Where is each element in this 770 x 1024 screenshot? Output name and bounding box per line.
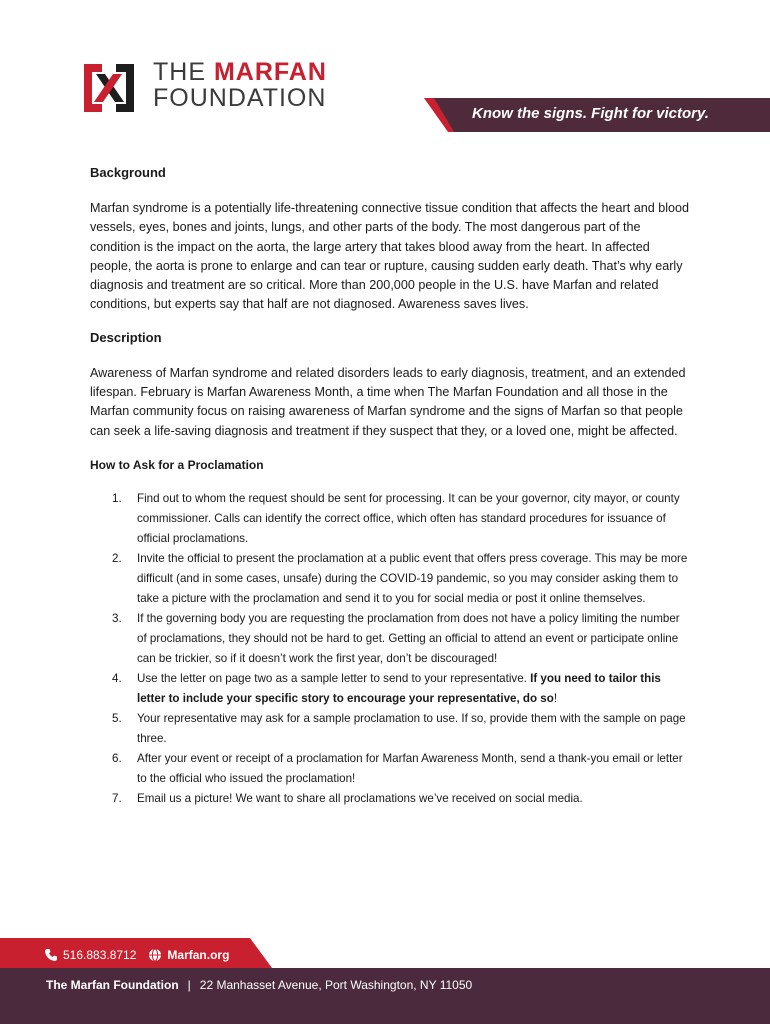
tagline-text: Know the signs. Fight for victory. xyxy=(472,105,709,122)
list-item-number: 1. xyxy=(112,491,122,505)
list-item-text: Your representative may ask for a sample proclamation to use. If so, provide them with the sample on page three. xyxy=(137,711,686,745)
list-item xyxy=(90,709,690,749)
website-link[interactable]: Marfan.org xyxy=(167,948,230,962)
list-item-number: 6. xyxy=(112,751,122,765)
proclamation-heading: How to Ask for a Proclamation xyxy=(90,457,264,472)
list-item-text: Email us a picture! We want to share all proclamations we’ve received on social media. xyxy=(137,791,583,805)
logo-the-text: THE xyxy=(153,58,206,86)
logo-marfan-text: MARFAN xyxy=(213,58,327,86)
document-body xyxy=(90,163,690,809)
globe-icon xyxy=(148,948,162,962)
list-item-text: After your event or receipt of a proclamation for Marfan Awareness Month, send a thank-you email or letter to the official who issued the proclamation! xyxy=(137,751,683,785)
list-item-text: Find out to whom the request should be sent for processing. It can be your governor, city mayor, or county commissioner. Calls can identify the correct office, which often has standard procedures for issuance of official proclamations. xyxy=(137,491,680,545)
list-item-number: 3. xyxy=(112,611,122,625)
footer-address: 22 Manhasset Avenue, Port Washington, NY 11050 xyxy=(199,978,473,992)
list-item-tail: ! xyxy=(553,691,558,705)
foundation-logo xyxy=(80,60,340,116)
footer-address-line xyxy=(46,978,472,992)
footer-contact xyxy=(44,948,229,962)
list-item-text: Invite the official to present the proclamation at a public event that offers press coverage. This may be more difficult (and in some cases, unsafe) during the COVID-19 pandemic, so you may consider asking them to take a picture with the proclamation and send it to you for social media or post it online themselves. xyxy=(137,551,688,605)
list-item xyxy=(90,549,690,609)
description-paragraph: Awareness of Marfan syndrome and related disorders leads to early diagnosis, treatment, and an extended lifespan. February is Marfan Awareness Month, a time when The Marfan Foundation and all those in the Marfan community focus on raising awareness of Marfan syndrome and the signs of Marfan so that people can seek a life-saving diagnosis and treatment if they suspect that they, or a loved one, might be affected. xyxy=(90,365,686,438)
proclamation-steps-list xyxy=(90,489,690,809)
phone-icon xyxy=(44,948,58,962)
list-item xyxy=(90,749,690,789)
list-item-number: 2. xyxy=(112,551,122,565)
description-heading: Description xyxy=(90,329,162,345)
list-item-number: 5. xyxy=(112,711,122,725)
list-item-text: Use the letter on page two as a sample letter to send to your representative. xyxy=(137,671,531,685)
list-item xyxy=(90,789,690,809)
footer-separator: | xyxy=(187,978,191,992)
background-paragraph: Marfan syndrome is a potentially life-threatening connective tissue condition that affects the heart and blood vessels, eyes, bones and joints, lungs, and other parts of the body. The most dangerous part of the condition is the impact on the aorta, the large artery that takes blood away from the heart. In affected people, the aorta is prone to enlarge and can tear or rupture, causing sudden early death. That’s why early diagnosis and treatment are so critical. More than 200,000 people in the U.S. have Marfan and related conditions, but experts say that half are not diagnosed. Awareness saves lives. xyxy=(90,201,690,312)
list-item-bold-text: If you need to tailor this letter to include your specific story to encourage your representative, do so xyxy=(137,671,661,705)
marfan-logo-icon xyxy=(80,60,138,116)
list-item xyxy=(90,669,690,709)
list-item-number: 7. xyxy=(112,791,122,805)
list-item-text: If the governing body you are requesting the proclamation from does not have a policy limiting the number of proclamations, they should not be hard to get. Getting an official to attend an event or participate online can be trickier, so if it doesn’t work the first year, don’t be discouraged! xyxy=(137,611,680,665)
list-item xyxy=(90,609,690,669)
list-item xyxy=(90,489,690,549)
footer-org-name: The Marfan Foundation xyxy=(46,978,179,992)
phone-number[interactable]: 516.883.8712 xyxy=(63,948,137,962)
tagline-banner xyxy=(424,98,770,132)
logo-foundation-text: FOUNDATION xyxy=(153,84,327,112)
background-heading: Background xyxy=(90,165,166,180)
list-item-number: 4. xyxy=(112,671,122,685)
